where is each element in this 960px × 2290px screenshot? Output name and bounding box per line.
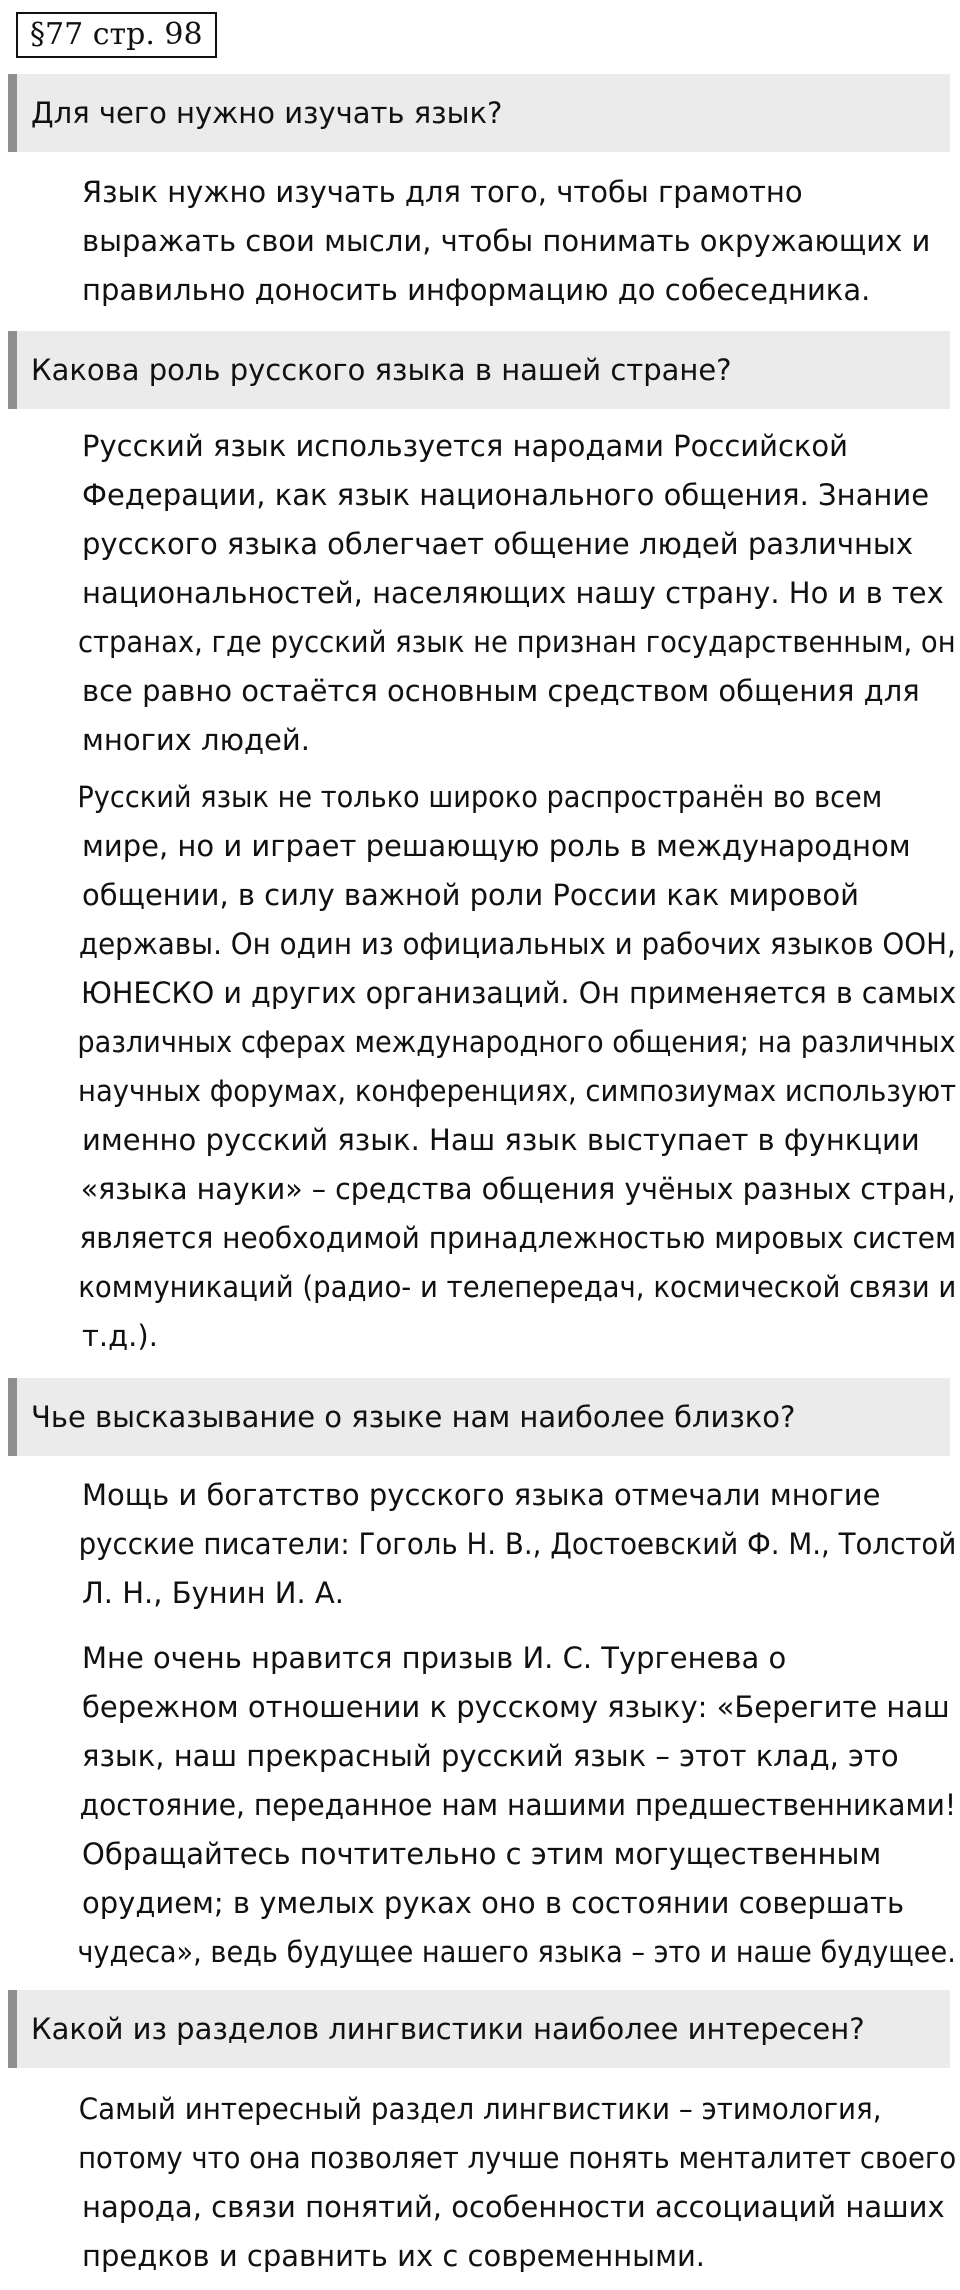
text-line: Язык нужно изучать для того, чтобы грамотно bbox=[82, 175, 803, 209]
text-line: является необходимой принадлежностью мировых систем bbox=[79, 1221, 957, 1255]
question-banner bbox=[8, 1378, 950, 1456]
text-line: язык, наш прекрасный русский язык – этот клад, это bbox=[82, 1739, 899, 1773]
question-banner bbox=[8, 1990, 950, 2068]
text-line: мире, но и играет решающую роль в международном bbox=[82, 829, 911, 863]
text-line: ЮНЕСКО и других организаций. Он применяется в самых bbox=[81, 976, 957, 1010]
text-line: народа, связи понятий, особенности ассоциаций наших bbox=[82, 2190, 945, 2224]
question-text: Для чего нужно изучать язык? bbox=[31, 96, 503, 130]
text-line: орудием; в умелых руках оно в состоянии совершать bbox=[82, 1886, 905, 1920]
text-line: странах, где русский язык не признан государственным, он bbox=[77, 625, 956, 659]
text-line: Самый интересный раздел лингвистики – этимология, bbox=[78, 2092, 882, 2126]
question-text: Чье высказывание о языке нам наиболее близко? bbox=[31, 1400, 796, 1434]
text-line: Мне очень нравится призыв И. С. Тургенева о bbox=[82, 1641, 787, 1675]
text-line: русские писатели: Гоголь Н. В., Достоевский Ф. М., Толстой bbox=[78, 1527, 957, 1561]
text-line: научных форумах, конференциях, симпозиумах используют bbox=[78, 1074, 957, 1108]
text-line: Мощь и богатство русского языка отмечали многие bbox=[82, 1478, 881, 1512]
text-line: все равно остаётся основным средством общения для bbox=[82, 674, 920, 708]
text-line: русского языка облегчает общение людей различных bbox=[82, 527, 913, 561]
text-line: именно русский язык. Наш язык выступает в функции bbox=[82, 1123, 920, 1157]
text-line: предков и сравнить их с современными. bbox=[82, 2239, 706, 2273]
text-line: Л. Н., Бунин И. А. bbox=[82, 1576, 344, 1610]
answer-paragraph bbox=[8, 168, 956, 315]
text-line: различных сферах международного общения; на различных bbox=[77, 1025, 956, 1059]
answer-paragraph bbox=[8, 1634, 956, 1977]
text-line: выражать свои мысли, чтобы понимать окружающих и bbox=[82, 224, 931, 258]
text-line: «языка науки» – средства общения учёных разных стран, bbox=[80, 1172, 956, 1206]
answer-paragraph bbox=[8, 2085, 956, 2281]
answer-paragraph bbox=[8, 773, 956, 1361]
text-line: Русский язык не только широко распространён во всем bbox=[77, 780, 883, 814]
text-line: достояние, переданное нам нашими предшественниками! bbox=[79, 1788, 957, 1822]
text-line: общении, в силу важной роли России как мировой bbox=[82, 878, 860, 912]
question-text: Какова роль русского языка в нашей стране? bbox=[31, 353, 732, 387]
text-line: чудеса», ведь будущее нашего языка – это и наше будущее. bbox=[77, 1935, 956, 1969]
question-text: Какой из разделов лингвистики наиболее интересен? bbox=[31, 2012, 865, 2046]
question-banner bbox=[8, 74, 950, 152]
text-line: державы. Он один из официальных и рабочих языков ООН, bbox=[78, 927, 956, 961]
text-line: правильно доносить информацию до собеседника. bbox=[82, 273, 871, 307]
page-reference-box: §77 стр. 98 bbox=[16, 12, 217, 58]
text-line: Федерации, как язык национального общения. Знание bbox=[82, 478, 930, 512]
text-line: коммуникаций (радио- и телепередач, космической связи и bbox=[78, 1270, 957, 1304]
answer-paragraph bbox=[8, 422, 956, 765]
text-line: т.д.). bbox=[82, 1319, 158, 1353]
text-line: Русский язык используется народами Российской bbox=[82, 429, 849, 463]
text-line: национальностей, населяющих нашу страну. Но и в тех bbox=[82, 576, 944, 610]
question-banner bbox=[8, 331, 950, 409]
text-line: бережном отношении к русскому языку: «Берегите наш bbox=[82, 1690, 950, 1724]
text-line: потому что она позволяет лучше понять менталитет своего bbox=[78, 2141, 957, 2175]
text-line: многих людей. bbox=[82, 723, 310, 757]
answer-paragraph bbox=[8, 1471, 956, 1618]
text-line: Обращайтесь почтительно с этим могущественным bbox=[82, 1837, 882, 1871]
